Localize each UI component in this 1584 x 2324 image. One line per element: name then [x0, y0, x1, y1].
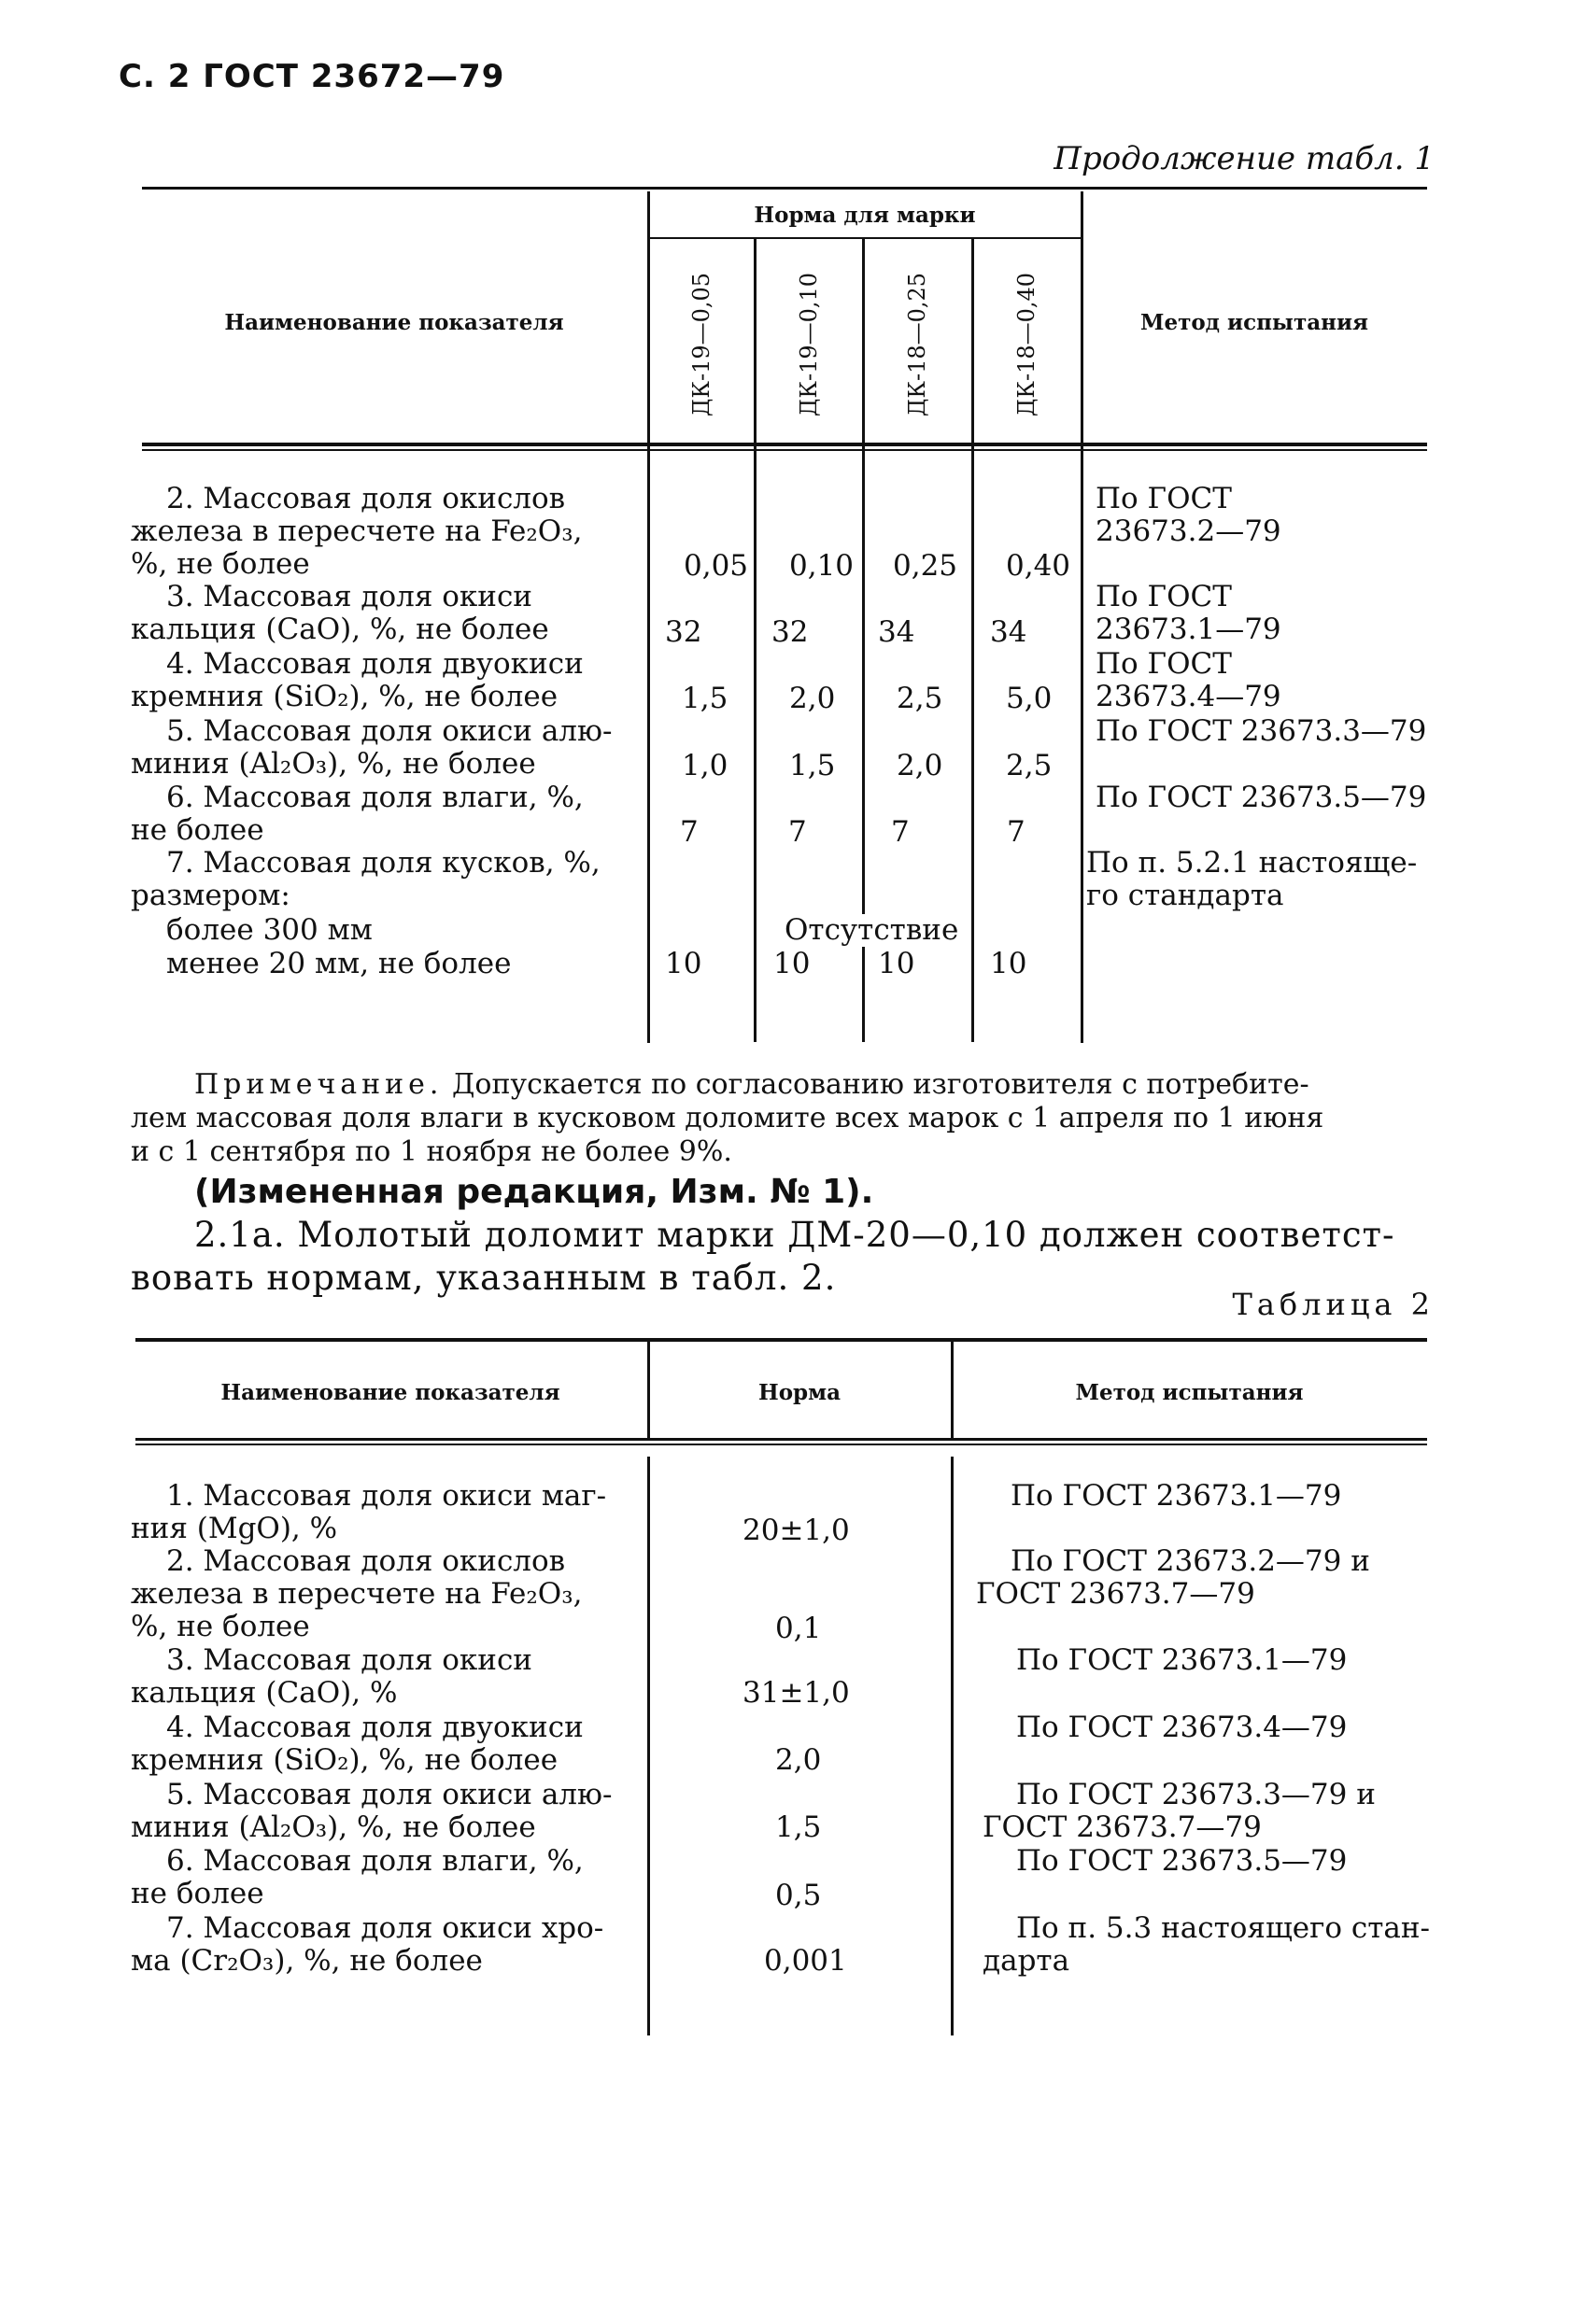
row-label: более 300 мм [166, 913, 373, 947]
method-cell: По ГОСТ 23673.5—79 [1096, 781, 1427, 814]
method-cell: По ГОСТ [1096, 482, 1232, 515]
method-cell: По ГОСТ 23673.3—79 и [1016, 1778, 1376, 1811]
method-cell: По ГОСТ [1096, 580, 1232, 613]
row-label: железа в пересчете на Fe₂O₃, [131, 1577, 583, 1611]
method-cell: По п. 5.3 настоящего стан- [1016, 1911, 1431, 1945]
method-cell: 23673.4—79 [1096, 680, 1281, 713]
method-cell: По ГОСТ [1096, 647, 1232, 681]
table-cell: 32 [665, 615, 702, 649]
method-cell: По п. 5.2.1 настояще- [1086, 846, 1418, 880]
table-cell: 7 [1007, 815, 1025, 849]
row-label: миния (Al₂O₃), %, не более [131, 1810, 536, 1844]
method-cell: ГОСТ 23673.7—79 [976, 1577, 1255, 1611]
row-label: 2. Массовая доля окислов [166, 1544, 566, 1578]
indicator-name-header: Наименование показателя [220, 1380, 560, 1405]
test-method-header: Метод испытания [1139, 310, 1368, 335]
table-cell: 5,0 [1006, 682, 1053, 715]
row-label: ния (MgO), % [131, 1512, 338, 1545]
row-label: 3. Массовая доля окиси [166, 580, 532, 613]
table-cell: 2,0 [897, 749, 943, 782]
table-cell: 2,0 [789, 682, 836, 715]
row-label: 4. Массовая доля двуокиси [166, 647, 584, 681]
table-cell: 0,001 [764, 1944, 847, 1978]
method-cell: По ГОСТ 23673.2—79 и [1011, 1544, 1370, 1578]
table-cell: 2,5 [1006, 749, 1053, 782]
row-label: %, не более [131, 1610, 310, 1643]
table-cell: 1,5 [775, 1810, 822, 1844]
page-header: С. 2 ГОСТ 23672—79 [119, 58, 505, 95]
method-cell: 23673.2—79 [1096, 514, 1281, 548]
row-label: размером: [131, 879, 290, 912]
table-cell: 32 [771, 615, 809, 649]
note-lead: Примечание. [194, 1068, 444, 1101]
row-label: не более [131, 813, 264, 847]
method-cell: По ГОСТ 23673.1—79 [1011, 1479, 1342, 1513]
row-label: 4. Массовая доля двуокиси [166, 1711, 584, 1744]
row-label: 3. Массовая доля окиси [166, 1643, 532, 1677]
table-cell: 10 [878, 947, 915, 980]
row-label: менее 20 мм, не более [166, 947, 512, 980]
row-label: 7. Массовая доля кусков, %, [166, 846, 601, 880]
amendment-note: (Измененная редакция, Изм. № 1). [194, 1173, 874, 1211]
table-2-caption: Таблица 2 [1232, 1287, 1435, 1322]
mark-header: ДК-18—0,25 [904, 272, 930, 417]
table-cell: 10 [990, 947, 1027, 980]
table-cell: 34 [990, 615, 1027, 649]
mark-header: ДК-19—0,05 [688, 272, 714, 417]
row-label: кремния (SiO₂), %, не более [131, 680, 559, 713]
mark-header: ДК-19—0,10 [796, 272, 822, 417]
row-label: ма (Cr₂O₃), %, не более [131, 1944, 483, 1978]
table-cell: 0,10 [789, 549, 855, 583]
row-label: кальция (CaO), %, не более [131, 613, 549, 646]
method-cell: ГОСТ 23673.7—79 [983, 1810, 1262, 1844]
row-label: %, не более [131, 547, 310, 581]
table-cell: 10 [665, 947, 702, 980]
paragraph-line-2: вовать нормам, указанным в табл. 2. [131, 1258, 837, 1298]
method-cell: По ГОСТ 23673.3—79 [1096, 714, 1427, 748]
table-cell: 10 [773, 947, 811, 980]
paragraph-line-1: 2.1а. Молотый доломит марки ДМ-20—0,10 должен соответст- [194, 1215, 1395, 1255]
method-cell: го стандарта [1086, 879, 1284, 912]
method-cell: По ГОСТ 23673.4—79 [1016, 1711, 1348, 1744]
table-cell: 7 [891, 815, 910, 849]
table-cell: 1,5 [682, 682, 728, 715]
row-label: 2. Массовая доля окислов [166, 482, 566, 515]
method-cell: По ГОСТ 23673.1—79 [1016, 1643, 1348, 1677]
table-cell: 20±1,0 [742, 1514, 850, 1547]
absent-cell: Отсутствие [781, 914, 962, 947]
table-cell: 31±1,0 [742, 1676, 850, 1710]
table-continuation-label: Продолжение табл. 1 [1054, 140, 1435, 177]
table-cell: 34 [878, 615, 915, 649]
mark-header: ДК-18—0,40 [1013, 272, 1040, 417]
row-label: 7. Массовая доля окиси хро- [166, 1911, 604, 1945]
row-label: кремния (SiO₂), %, не более [131, 1743, 559, 1777]
table-cell: 0,5 [775, 1879, 822, 1912]
table-cell: 7 [788, 815, 807, 849]
row-label: 1. Массовая доля окиси маг- [166, 1479, 607, 1513]
table-cell: 7 [680, 815, 699, 849]
row-label: 5. Массовая доля окиси алю- [166, 714, 613, 748]
norm-header: Норма [757, 1380, 842, 1405]
table-cell: 0,05 [684, 549, 749, 583]
indicator-name-header: Наименование показателя [224, 310, 564, 335]
note-line-2: лем массовая доля влаги в кусковом доломите всех марок с 1 апреля по 1 июня [131, 1102, 1324, 1134]
row-label: не более [131, 1877, 264, 1910]
row-label: миния (Al₂O₃), %, не более [131, 747, 536, 781]
row-label: 6. Массовая доля влаги, %, [166, 1844, 584, 1878]
table-cell: 2,0 [775, 1743, 822, 1777]
method-cell: дарта [983, 1944, 1070, 1978]
test-method-header: Метод испытания [1075, 1380, 1304, 1405]
note-line-1 [194, 1068, 1446, 1102]
method-cell: По ГОСТ 23673.5—79 [1016, 1844, 1348, 1878]
table-cell: 0,1 [775, 1612, 822, 1645]
table-cell: 0,25 [893, 549, 958, 583]
row-label: железа в пересчете на Fe₂O₃, [131, 514, 583, 548]
note-text: Допускается по согласованию изготовителя с потребите- [443, 1068, 1309, 1101]
table-cell: 2,5 [897, 682, 943, 715]
row-label: 5. Массовая доля окиси алю- [166, 1778, 613, 1811]
table-cell: 1,0 [682, 749, 728, 782]
norm-for-mark-header: Норма для марки [754, 203, 976, 228]
table-cell: 1,5 [789, 749, 836, 782]
row-label: кальция (CaO), % [131, 1676, 398, 1710]
table-cell: 0,40 [1006, 549, 1071, 583]
method-cell: 23673.1—79 [1096, 613, 1281, 646]
note-line-3: и с 1 сентября по 1 ноября не более 9%. [131, 1135, 732, 1168]
row-label: 6. Массовая доля влаги, %, [166, 781, 584, 814]
